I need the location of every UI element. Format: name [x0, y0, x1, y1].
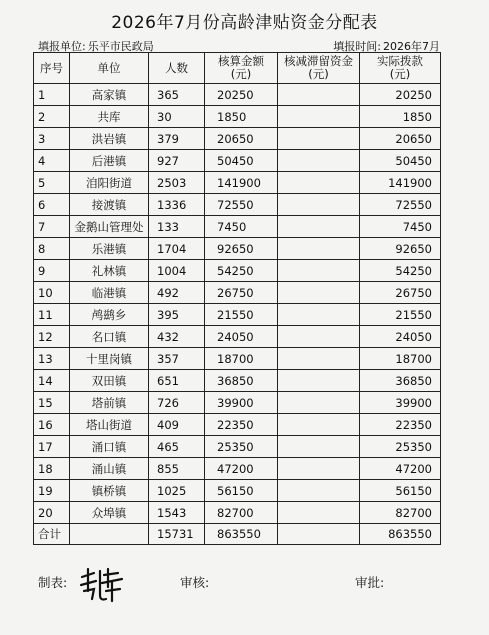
cell-payment: 22350	[360, 414, 441, 436]
cell-index: 4	[34, 150, 70, 172]
table-row	[34, 304, 441, 326]
cell-index: 13	[34, 348, 70, 370]
cell-index: 2	[34, 106, 70, 128]
cell-people: 465	[149, 436, 205, 458]
cell-unit: 后港镇	[70, 150, 149, 172]
table-row	[34, 348, 441, 370]
table-row	[34, 436, 441, 458]
cell-amount: 7450	[205, 216, 278, 238]
cell-reduction	[278, 172, 360, 194]
cell-unit: 众埠镇	[70, 502, 149, 524]
table-row	[34, 282, 441, 304]
cell-index: 8	[34, 238, 70, 260]
cell-people: 1704	[149, 238, 205, 260]
header-people: 人数	[149, 53, 205, 84]
header-unit: 单位	[70, 53, 149, 84]
cell-reduction	[278, 436, 360, 458]
cell-unit: 涌口镇	[70, 436, 149, 458]
cell-people: 927	[149, 150, 205, 172]
document-title: 2026年7月份高龄津贴资金分配表	[111, 13, 378, 33]
header-payment-unit: (元)	[389, 67, 411, 81]
header-reduction-text: 核减滞留资金	[284, 54, 353, 68]
cell-payment: 39900	[360, 392, 441, 414]
cell-reduction	[278, 480, 360, 502]
cell-index: 5	[34, 172, 70, 194]
cell-payment: 25350	[360, 436, 441, 458]
cell-payment: 72550	[360, 194, 441, 216]
cell-amount: 82700	[205, 502, 278, 524]
cell-amount: 26750	[205, 282, 278, 304]
cell-payment: 1850	[360, 106, 441, 128]
header-payment	[360, 53, 441, 84]
cell-amount: 92650	[205, 238, 278, 260]
table-row	[34, 502, 441, 524]
cell-unit: 双田镇	[70, 370, 149, 392]
cell-amount: 141900	[205, 172, 278, 194]
cell-index: 12	[34, 326, 70, 348]
cell-index: 9	[34, 260, 70, 282]
cell-people: 395	[149, 304, 205, 326]
table-row	[34, 392, 441, 414]
cell-unit: 临港镇	[70, 282, 149, 304]
cell-unit: 金鹅山管理处	[70, 216, 149, 238]
cell-people: 2503	[149, 172, 205, 194]
cell-reduction	[278, 84, 360, 106]
table-row	[34, 216, 441, 238]
cell-index: 11	[34, 304, 70, 326]
cell-amount: 50450	[205, 150, 278, 172]
cell-reduction	[278, 106, 360, 128]
header-payment-text: 实际拨款	[377, 54, 423, 68]
cell-payment: 21550	[360, 304, 441, 326]
cell-index: 17	[34, 436, 70, 458]
handwritten-signature	[78, 565, 128, 605]
cell-people: 409	[149, 414, 205, 436]
cell-people: 1336	[149, 194, 205, 216]
cell-index: 7	[34, 216, 70, 238]
cell-reduction	[278, 370, 360, 392]
cell-payment: 54250	[360, 260, 441, 282]
header-index: 序号	[34, 53, 70, 84]
filler-time-value: 2026年7月	[383, 40, 440, 53]
cell-reduction	[278, 414, 360, 436]
cell-people: 726	[149, 392, 205, 414]
total-payment: 863550	[360, 524, 441, 545]
table-body	[34, 84, 441, 545]
total-unit	[70, 524, 149, 545]
filler-unit-label: 填报单位:	[38, 40, 86, 53]
table-header-row	[34, 53, 441, 84]
cell-reduction	[278, 194, 360, 216]
cell-index: 14	[34, 370, 70, 392]
cell-unit: 塔山街道	[70, 414, 149, 436]
cell-index: 6	[34, 194, 70, 216]
cell-reduction	[278, 216, 360, 238]
table-row	[34, 150, 441, 172]
cell-people: 855	[149, 458, 205, 480]
header-amount-text: 核算金额	[218, 54, 264, 68]
cell-people: 492	[149, 282, 205, 304]
cell-index: 19	[34, 480, 70, 502]
table-row	[34, 106, 441, 128]
reviewer-label: 审核:	[180, 575, 210, 590]
cell-amount: 21550	[205, 304, 278, 326]
cell-index: 15	[34, 392, 70, 414]
cell-payment: 26750	[360, 282, 441, 304]
signature-row	[38, 571, 458, 611]
table-row	[34, 458, 441, 480]
cell-reduction	[278, 348, 360, 370]
cell-amount: 72550	[205, 194, 278, 216]
cell-people: 432	[149, 326, 205, 348]
cell-index: 18	[34, 458, 70, 480]
cell-unit: 高家镇	[70, 84, 149, 106]
allocation-table	[33, 52, 441, 545]
cell-reduction	[278, 150, 360, 172]
total-reduction	[278, 524, 360, 545]
cell-people: 379	[149, 128, 205, 150]
cell-amount: 54250	[205, 260, 278, 282]
cell-amount: 47200	[205, 458, 278, 480]
cell-people: 133	[149, 216, 205, 238]
table-row	[34, 260, 441, 282]
cell-reduction	[278, 304, 360, 326]
cell-amount: 20250	[205, 84, 278, 106]
cell-payment: 92650	[360, 238, 441, 260]
cell-unit: 镇桥镇	[70, 480, 149, 502]
total-label: 合计	[34, 524, 70, 545]
total-row	[34, 524, 441, 545]
header-amount	[205, 53, 278, 84]
table-row	[34, 194, 441, 216]
cell-amount: 22350	[205, 414, 278, 436]
cell-amount: 25350	[205, 436, 278, 458]
cell-people: 30	[149, 106, 205, 128]
cell-amount: 24050	[205, 326, 278, 348]
cell-payment: 50450	[360, 150, 441, 172]
table-row	[34, 326, 441, 348]
total-amount: 863550	[205, 524, 278, 545]
cell-payment: 24050	[360, 326, 441, 348]
cell-index: 3	[34, 128, 70, 150]
cell-amount: 36850	[205, 370, 278, 392]
cell-unit: 洎阳街道	[70, 172, 149, 194]
cell-payment: 36850	[360, 370, 441, 392]
approver-label: 审批:	[355, 575, 385, 590]
cell-payment: 18700	[360, 348, 441, 370]
cell-amount: 56150	[205, 480, 278, 502]
cell-unit: 十里岗镇	[70, 348, 149, 370]
cell-unit: 乐港镇	[70, 238, 149, 260]
cell-payment: 7450	[360, 216, 441, 238]
maker-label: 制表:	[38, 575, 68, 590]
cell-people: 1004	[149, 260, 205, 282]
header-reduction-unit: (元)	[308, 67, 329, 81]
cell-unit: 名口镇	[70, 326, 149, 348]
cell-reduction	[278, 260, 360, 282]
header-amount-unit: (元)	[230, 67, 252, 81]
cell-amount: 20650	[205, 128, 278, 150]
cell-unit: 洪岩镇	[70, 128, 149, 150]
table-row	[34, 238, 441, 260]
cell-people: 357	[149, 348, 205, 370]
table-row	[34, 414, 441, 436]
cell-amount: 1850	[205, 106, 278, 128]
cell-payment: 20250	[360, 84, 441, 106]
cell-index: 10	[34, 282, 70, 304]
cell-reduction	[278, 458, 360, 480]
cell-people: 651	[149, 370, 205, 392]
table-row	[34, 128, 441, 150]
cell-reduction	[278, 502, 360, 524]
table-row	[34, 480, 441, 502]
header-reduction	[278, 53, 360, 84]
cell-index: 20	[34, 502, 70, 524]
cell-people: 365	[149, 84, 205, 106]
cell-index: 1	[34, 84, 70, 106]
cell-reduction	[278, 128, 360, 150]
filler-time-label: 填报时间:	[333, 40, 381, 53]
cell-payment: 141900	[360, 172, 441, 194]
table-row	[34, 84, 441, 106]
cell-index: 16	[34, 414, 70, 436]
cell-unit: 鸬鹚乡	[70, 304, 149, 326]
cell-reduction	[278, 392, 360, 414]
cell-people: 1543	[149, 502, 205, 524]
cell-amount: 39900	[205, 392, 278, 414]
cell-reduction	[278, 282, 360, 304]
cell-unit: 塔前镇	[70, 392, 149, 414]
table-row	[34, 370, 441, 392]
cell-amount: 18700	[205, 348, 278, 370]
filler-unit-value: 乐平市民政局	[87, 40, 154, 53]
cell-unit: 接渡镇	[70, 194, 149, 216]
cell-unit: 礼林镇	[70, 260, 149, 282]
cell-payment: 47200	[360, 458, 441, 480]
total-people: 15731	[149, 524, 205, 545]
table-row	[34, 172, 441, 194]
cell-reduction	[278, 238, 360, 260]
cell-unit: 涌山镇	[70, 458, 149, 480]
cell-people: 1025	[149, 480, 205, 502]
cell-payment: 56150	[360, 480, 441, 502]
cell-reduction	[278, 326, 360, 348]
cell-payment: 82700	[360, 502, 441, 524]
cell-unit: 共库	[70, 106, 149, 128]
cell-payment: 20650	[360, 128, 441, 150]
